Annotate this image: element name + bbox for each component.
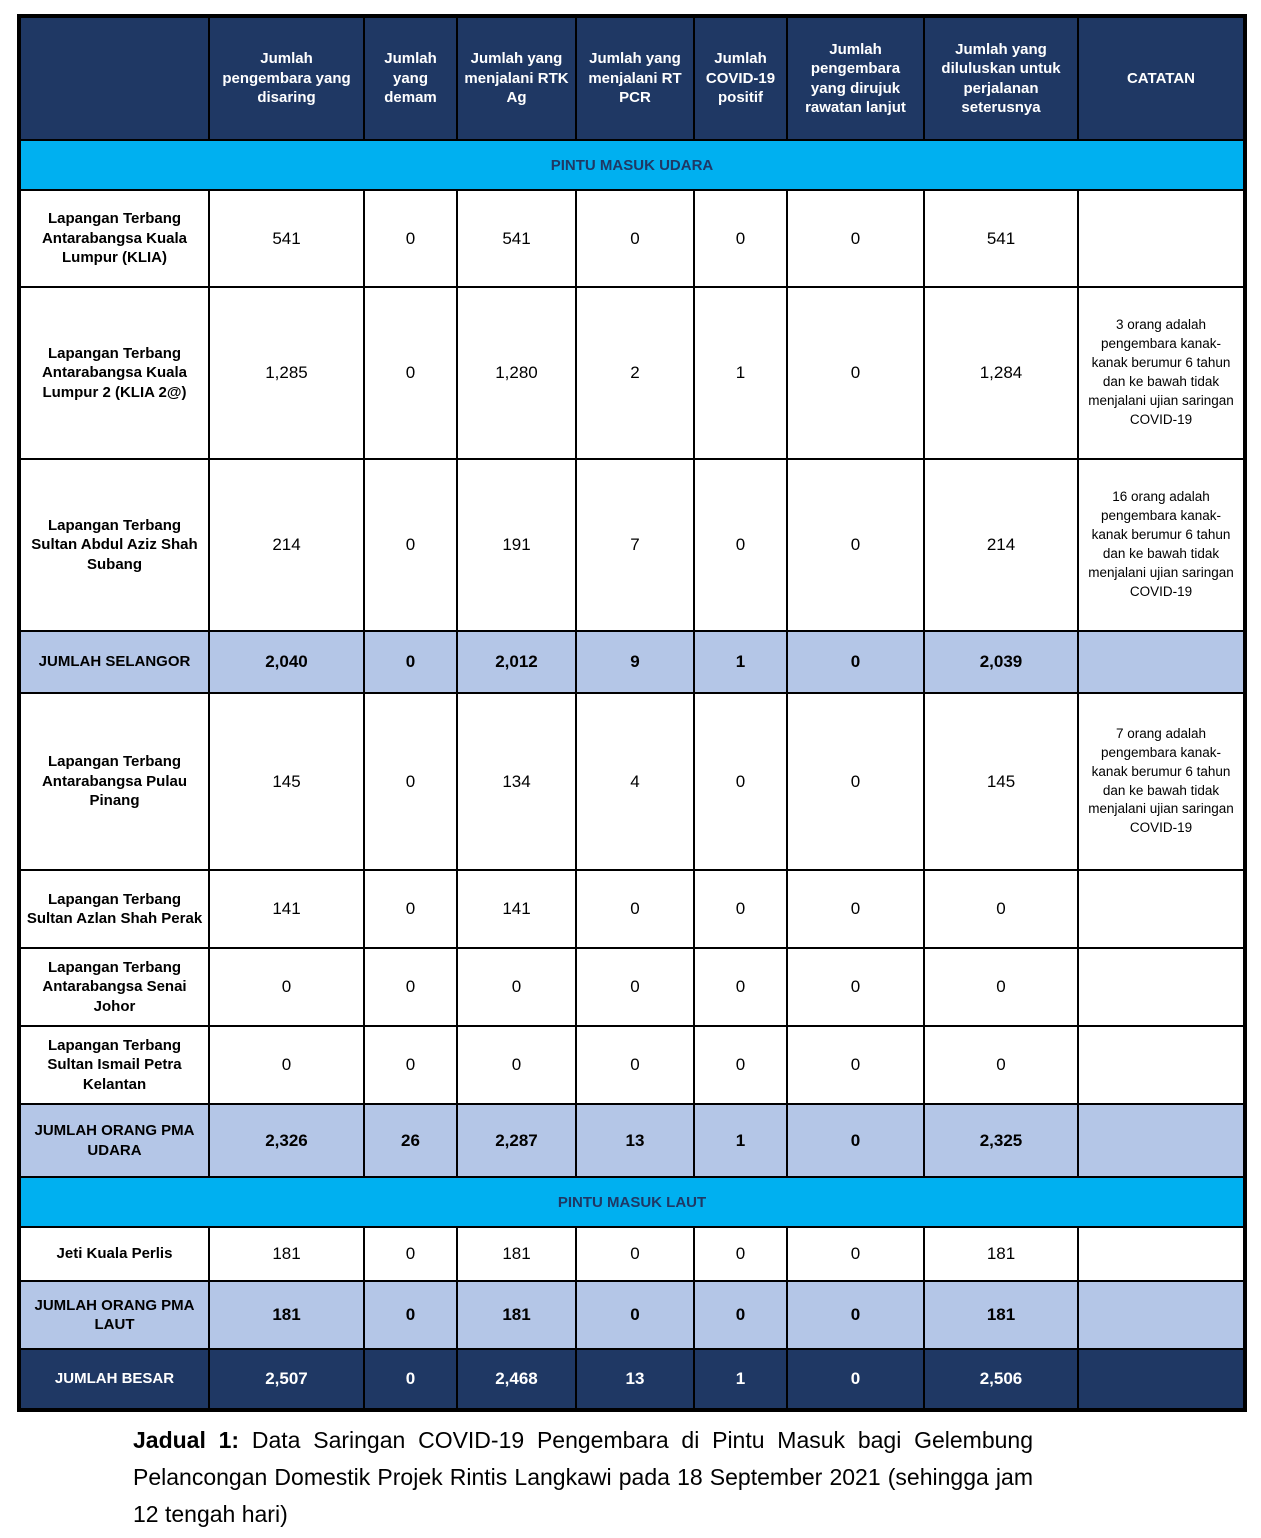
value-cell: 0 bbox=[364, 693, 457, 870]
value-cell: 541 bbox=[924, 190, 1078, 287]
value-cell: 0 bbox=[364, 1026, 457, 1104]
value-cell: 0 bbox=[787, 1026, 924, 1104]
value-cell: 0 bbox=[694, 190, 787, 287]
row-klia2 bbox=[19, 287, 1245, 459]
value-cell: 181 bbox=[924, 1227, 1078, 1281]
section-row-udara bbox=[19, 140, 1245, 190]
value-cell: 9 bbox=[576, 631, 694, 693]
location-cell: JUMLAH SELANGOR bbox=[19, 631, 209, 693]
value-cell: 0 bbox=[364, 870, 457, 948]
column-header-positif: Jumlah COVID-19 positif bbox=[694, 16, 787, 140]
value-cell: 0 bbox=[787, 1281, 924, 1349]
value-cell: 181 bbox=[209, 1281, 364, 1349]
value-cell: 1,284 bbox=[924, 287, 1078, 459]
value-cell: 0 bbox=[787, 693, 924, 870]
row-jumlah-pma-udara bbox=[19, 1104, 1245, 1177]
value-cell: 0 bbox=[694, 948, 787, 1026]
value-cell: 2,325 bbox=[924, 1104, 1078, 1177]
note-cell: 7 orang adalah pengembara kanak-kanak berumur 6 tahun dan ke bawah tidak menjalani ujian saringan COVID-19 bbox=[1078, 693, 1245, 870]
value-cell: 0 bbox=[576, 1281, 694, 1349]
value-cell: 0 bbox=[457, 948, 576, 1026]
column-header-disaring: Jumlah pengembara yang disaring bbox=[209, 16, 364, 140]
caption-text: Data Saringan COVID-19 Pengembara di Pintu Masuk bagi Gelembung Pelancongan Domestik Projek Rintis Langkawi pada 18 September 2021 (sehingga jam 12 tengah hari) bbox=[133, 1427, 1033, 1527]
value-cell: 1 bbox=[694, 287, 787, 459]
value-cell: 0 bbox=[787, 1349, 924, 1410]
value-cell: 181 bbox=[457, 1227, 576, 1281]
value-cell: 214 bbox=[924, 459, 1078, 631]
value-cell: 0 bbox=[787, 287, 924, 459]
value-cell: 141 bbox=[209, 870, 364, 948]
value-cell: 2,507 bbox=[209, 1349, 364, 1410]
section-banner-laut: PINTU MASUK LAUT bbox=[19, 1177, 1245, 1227]
value-cell: 1 bbox=[694, 1104, 787, 1177]
value-cell: 0 bbox=[787, 948, 924, 1026]
value-cell: 4 bbox=[576, 693, 694, 870]
value-cell: 1 bbox=[694, 1349, 787, 1410]
value-cell: 541 bbox=[457, 190, 576, 287]
location-cell: Lapangan Terbang Sultan Azlan Shah Perak bbox=[19, 870, 209, 948]
location-cell: Jeti Kuala Perlis bbox=[19, 1227, 209, 1281]
header-row bbox=[19, 16, 1245, 140]
row-jumlah-selangor bbox=[19, 631, 1245, 693]
note-cell bbox=[1078, 190, 1245, 287]
location-cell: Lapangan Terbang Antarabangsa Kuala Lumpur 2 (KLIA 2@) bbox=[19, 287, 209, 459]
value-cell: 0 bbox=[787, 870, 924, 948]
value-cell: 0 bbox=[364, 190, 457, 287]
value-cell: 214 bbox=[209, 459, 364, 631]
value-cell: 0 bbox=[924, 948, 1078, 1026]
note-cell bbox=[1078, 1349, 1245, 1410]
value-cell: 0 bbox=[576, 870, 694, 948]
value-cell: 2,326 bbox=[209, 1104, 364, 1177]
row-senai-johor bbox=[19, 948, 1245, 1026]
value-cell: 0 bbox=[694, 1026, 787, 1104]
note-cell: 3 orang adalah pengembara kanak-kanak berumur 6 tahun dan ke bawah tidak menjalani ujian saringan COVID-19 bbox=[1078, 287, 1245, 459]
value-cell: 0 bbox=[364, 287, 457, 459]
value-cell: 145 bbox=[209, 693, 364, 870]
value-cell: 0 bbox=[576, 1227, 694, 1281]
value-cell: 181 bbox=[457, 1281, 576, 1349]
column-header-demam: Jumlah yang demam bbox=[364, 16, 457, 140]
location-cell: JUMLAH BESAR bbox=[19, 1349, 209, 1410]
value-cell: 13 bbox=[576, 1349, 694, 1410]
row-pulau-pinang bbox=[19, 693, 1245, 870]
value-cell: 0 bbox=[576, 948, 694, 1026]
location-cell: JUMLAH ORANG PMA UDARA bbox=[19, 1104, 209, 1177]
value-cell: 2 bbox=[576, 287, 694, 459]
section-banner-udara: PINTU MASUK UDARA bbox=[19, 140, 1245, 190]
value-cell: 0 bbox=[787, 459, 924, 631]
value-cell: 0 bbox=[364, 948, 457, 1026]
row-perak bbox=[19, 870, 1245, 948]
section-row-laut bbox=[19, 1177, 1245, 1227]
note-cell: 16 orang adalah pengembara kanak-kanak berumur 6 tahun dan ke bawah tidak menjalani ujian saringan COVID-19 bbox=[1078, 459, 1245, 631]
value-cell: 145 bbox=[924, 693, 1078, 870]
value-cell: 0 bbox=[694, 693, 787, 870]
value-cell: 0 bbox=[364, 1227, 457, 1281]
row-jeti-kuala-perlis bbox=[19, 1227, 1245, 1281]
value-cell: 134 bbox=[457, 693, 576, 870]
value-cell: 0 bbox=[787, 1227, 924, 1281]
value-cell: 0 bbox=[694, 459, 787, 631]
column-header-blank bbox=[19, 16, 209, 140]
value-cell: 2,040 bbox=[209, 631, 364, 693]
screening-table bbox=[17, 14, 1247, 1412]
value-cell: 0 bbox=[924, 1026, 1078, 1104]
location-cell: Lapangan Terbang Antarabangsa Senai Johor bbox=[19, 948, 209, 1026]
value-cell: 26 bbox=[364, 1104, 457, 1177]
location-cell: Lapangan Terbang Antarabangsa Kuala Lumpur (KLIA) bbox=[19, 190, 209, 287]
value-cell: 0 bbox=[364, 1349, 457, 1410]
value-cell: 1 bbox=[694, 631, 787, 693]
value-cell: 541 bbox=[209, 190, 364, 287]
value-cell: 0 bbox=[787, 631, 924, 693]
value-cell: 2,506 bbox=[924, 1349, 1078, 1410]
table-caption bbox=[133, 1422, 1033, 1532]
value-cell: 1,280 bbox=[457, 287, 576, 459]
value-cell: 2,287 bbox=[457, 1104, 576, 1177]
value-cell: 0 bbox=[209, 948, 364, 1026]
value-cell: 0 bbox=[787, 190, 924, 287]
caption-label: Jadual 1: bbox=[133, 1427, 240, 1453]
note-cell bbox=[1078, 1227, 1245, 1281]
value-cell: 0 bbox=[209, 1026, 364, 1104]
note-cell bbox=[1078, 1281, 1245, 1349]
note-cell bbox=[1078, 870, 1245, 948]
value-cell: 2,012 bbox=[457, 631, 576, 693]
column-header-rt-pcr: Jumlah yang menjalani RT PCR bbox=[576, 16, 694, 140]
column-header-dirujuk: Jumlah pengembara yang dirujuk rawatan lanjut bbox=[787, 16, 924, 140]
column-header-diluluskan: Jumlah yang diluluskan untuk perjalanan seterusnya bbox=[924, 16, 1078, 140]
location-cell: JUMLAH ORANG PMA LAUT bbox=[19, 1281, 209, 1349]
value-cell: 191 bbox=[457, 459, 576, 631]
row-kelantan bbox=[19, 1026, 1245, 1104]
value-cell: 0 bbox=[457, 1026, 576, 1104]
value-cell: 0 bbox=[576, 1026, 694, 1104]
note-cell bbox=[1078, 631, 1245, 693]
value-cell: 1,285 bbox=[209, 287, 364, 459]
value-cell: 2,039 bbox=[924, 631, 1078, 693]
note-cell bbox=[1078, 948, 1245, 1026]
value-cell: 13 bbox=[576, 1104, 694, 1177]
location-cell: Lapangan Terbang Sultan Abdul Aziz Shah Subang bbox=[19, 459, 209, 631]
value-cell: 0 bbox=[364, 631, 457, 693]
location-cell: Lapangan Terbang Sultan Ismail Petra Kelantan bbox=[19, 1026, 209, 1104]
note-cell bbox=[1078, 1104, 1245, 1177]
column-header-catatan: CATATAN bbox=[1078, 16, 1245, 140]
value-cell: 2,468 bbox=[457, 1349, 576, 1410]
value-cell: 181 bbox=[924, 1281, 1078, 1349]
value-cell: 0 bbox=[694, 1281, 787, 1349]
value-cell: 0 bbox=[787, 1104, 924, 1177]
row-jumlah-pma-laut bbox=[19, 1281, 1245, 1349]
value-cell: 0 bbox=[576, 190, 694, 287]
value-cell: 181 bbox=[209, 1227, 364, 1281]
location-cell: Lapangan Terbang Antarabangsa Pulau Pinang bbox=[19, 693, 209, 870]
value-cell: 0 bbox=[364, 1281, 457, 1349]
value-cell: 141 bbox=[457, 870, 576, 948]
row-subang bbox=[19, 459, 1245, 631]
row-klia bbox=[19, 190, 1245, 287]
note-cell bbox=[1078, 1026, 1245, 1104]
value-cell: 0 bbox=[924, 870, 1078, 948]
value-cell: 0 bbox=[694, 1227, 787, 1281]
value-cell: 7 bbox=[576, 459, 694, 631]
row-jumlah-besar bbox=[19, 1349, 1245, 1410]
value-cell: 0 bbox=[364, 459, 457, 631]
value-cell: 0 bbox=[694, 870, 787, 948]
column-header-rtk-ag: Jumlah yang menjalani RTK Ag bbox=[457, 16, 576, 140]
